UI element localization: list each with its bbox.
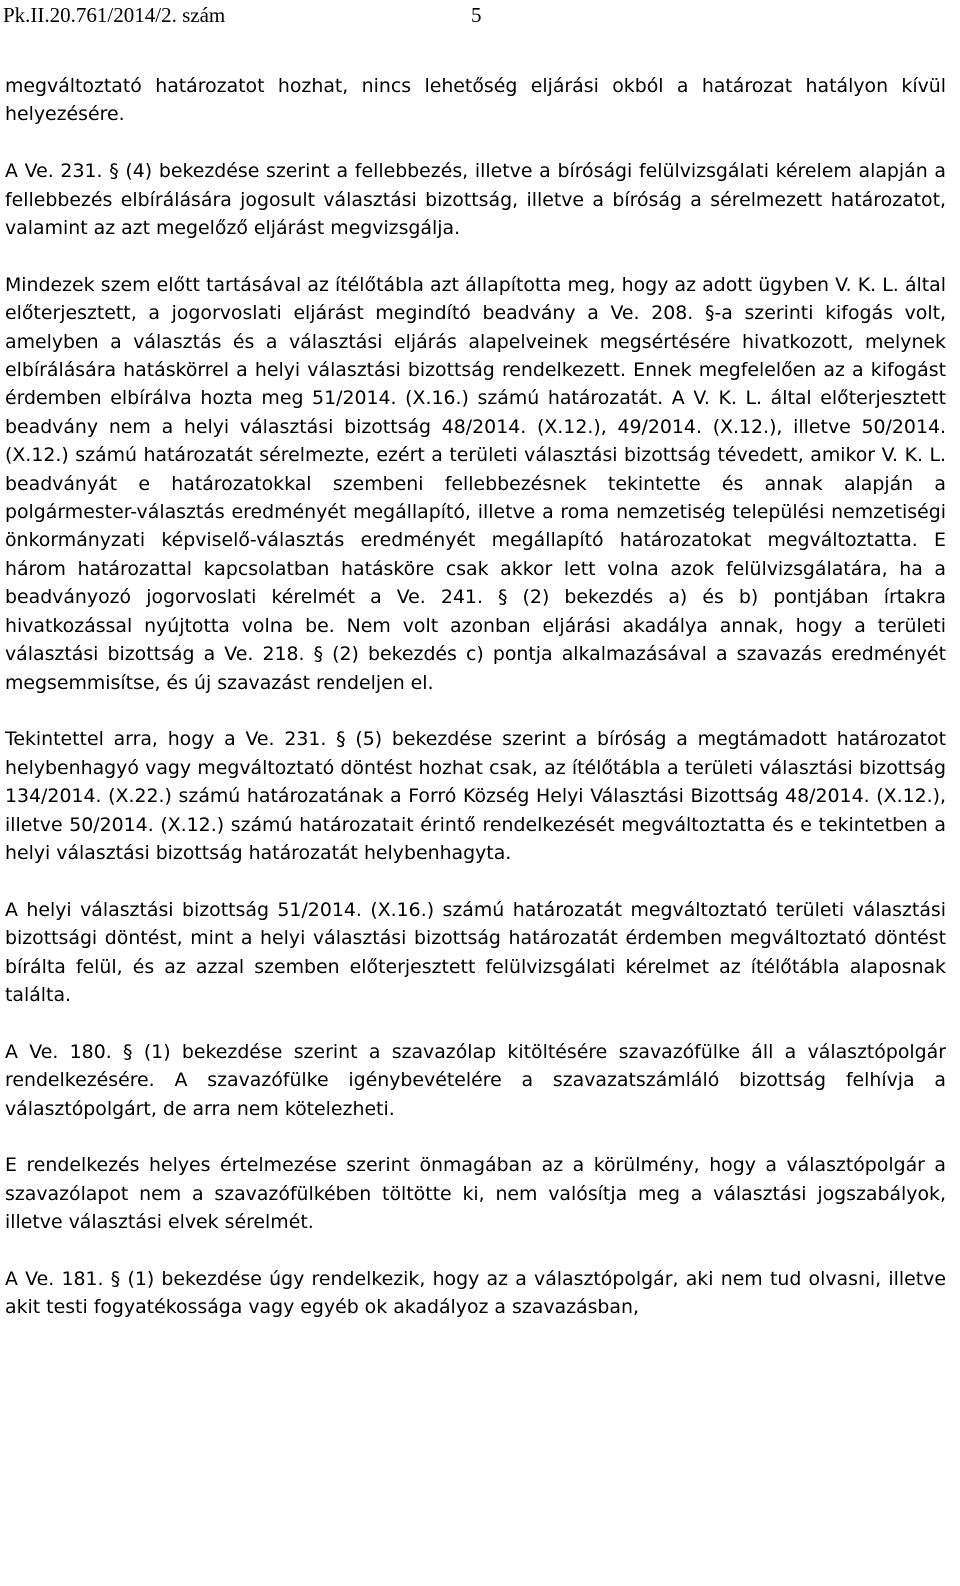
paragraph: A Ve. 181. § (1) bekezdése úgy rendelkezik, hogy az a választópolgár, aki nem tud olvasni, illetve akit testi fogyatékossága vagy egyéb ok akadályoz a szavazásban, bbox=[5, 1267, 946, 1319]
document-body bbox=[5, 72, 946, 1322]
paragraph: A Ve. 180. § (1) bekezdése szerint a szavazólap kitöltésére szavazófülke áll a választópolgár rendelkezésére. A szavazófülke igénybevételére a szavazatszámláló bizottság felhívja a választópolgárt, de arra nem kötelezheti. bbox=[5, 1040, 946, 1120]
paragraph: megváltoztató határozatot hozhat, nincs lehetőség eljárási okból a határozat hatályon kívül helyezésére. bbox=[5, 75, 946, 126]
paragraph: Tekintettel arra, hogy a Ve. 231. § (5) bekezdése szerint a bíróság a megtámadott határozatot helybenhagyó vagy megváltoztató döntést hozhat csak, az ítélőtábla a területi választási bizottság 134/2014. (X.22.) számú határozatának a Forró Község Helyi Választási Bizottság 48/2014. (X.12.), illetve 50/2014. (X.12.) számú határozatait érintő rendelkezését megváltoztatta és e tekintetben a helyi választási bizottság határozatát helybenhagyta. bbox=[5, 728, 946, 864]
page-header bbox=[0, 0, 960, 34]
paragraph: A Ve. 231. § (4) bekezdése szerint a fellebbezés, illetve a bírósági felülvizsgálati kérelem alapján a fellebbezés elbírálására jogosult választási bizottság, illetve a bíróság a sérelmezett határozatot, valamint az azt megelőző eljárást megvizsgálja. bbox=[5, 160, 946, 240]
paragraph: Mindezek szem előtt tartásával az ítélőtábla azt állapította meg, hogy az adott ügyben V. K. L. által előterjesztett, a jogorvoslati eljárást megindító beadvány a Ve. 208. §-a szerinti kifogás volt, amelyben a választás és a választási eljárás alapelveinek megsértésére hivatkozott, melynek elbírálására hatáskörrel a helyi választási bizottság rendelkezett. Ennek megfelelően az a kifogást érdemben elbírálva hozta meg 51/2014. (X.16.) számú határozatát. A V. K. L. által előterjesztett beadvány nem a helyi választási bizottság 48/2014. (X.12.), 49/2014. (X.12.), illetve 50/2014. (X.12.) számú határozatát sérelmezte, ezért a területi választási bizottság tévedett, amikor V. K. L. beadványát e határozatokkal szembeni fellebbezésnek tekintette és annak alapján a polgármester-választás eredményét megállapító, illetve a roma nemzetiség települési nemzetiségi önkormányzati képviselő-választás eredményét megállapító határozatokat megváltoztatta. E három határozattal kapcsolatban hatásköre csak akkor lett volna azok felülvizsgálatára, ha a beadványozó jogorvoslati kérelmét a Ve. 241. § (2) bekezdés a) és b) pontjában írtakra hivatkozással nyújtotta volna be. Nem volt azonban eljárási akadálya annak, hogy a területi választási bizottság a Ve. 218. § (2) bekezdés c) pontja alkalmazásával a szavazás eredményét megsemmisítse, és új szavazást rendeljen el. bbox=[5, 273, 946, 694]
case-reference: Pk.II.20.761/2014/2. szám bbox=[3, 3, 226, 27]
paragraph: A helyi választási bizottság 51/2014. (X.16.) számú határozatát megváltoztató területi választási bizottsági döntést, mint a helyi választási bizottság határozatát érdemben megváltoztató döntést bírálta felül, és az azzal szemben előterjesztett felülvizsgálati kérelmet az ítélőtábla alaposnak találta. bbox=[5, 898, 946, 1006]
page-number: 5 bbox=[471, 3, 482, 27]
paragraph: E rendelkezés helyes értelmezése szerint önmagában az a körülmény, hogy a választópolgár a szavazólapot nem a szavazófülkében töltötte ki, nem valósítja meg a választási jogszabályok, illetve választási elvek sérelmét. bbox=[5, 1154, 946, 1234]
